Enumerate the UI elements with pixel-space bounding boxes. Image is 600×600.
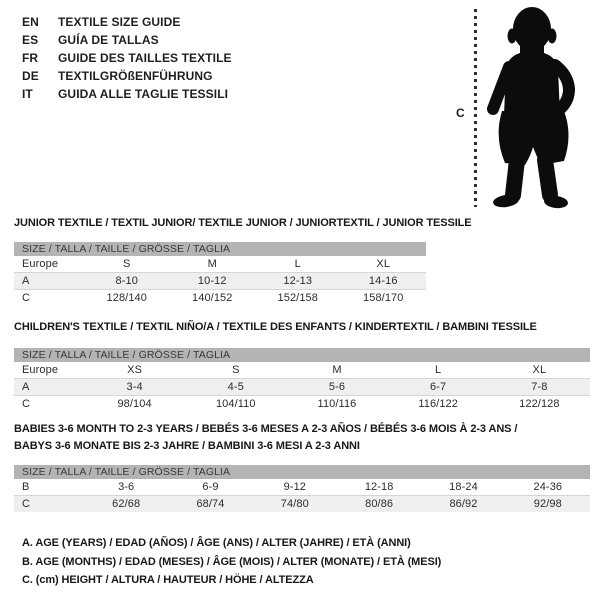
language-title: TEXTILE SIZE GUIDE [58, 15, 181, 29]
row-label: A [14, 273, 84, 290]
table-cell: 116/122 [388, 396, 489, 413]
table-cell: 4-5 [185, 379, 286, 396]
language-row-de [22, 67, 232, 85]
junior-size-header-bar: SIZE / TALLA / TAILLE / GRÖSSE / TAGLIA [14, 242, 426, 256]
table-cell: 12-13 [255, 273, 341, 290]
table-cell: 92/98 [506, 496, 590, 513]
language-code: EN [22, 15, 39, 29]
babies-size-table [14, 479, 590, 512]
table-cell: 6-9 [202, 481, 219, 493]
height-measure-label: C [456, 106, 465, 120]
table-cell: 9-12 [283, 481, 307, 493]
table-cell: 10-12 [170, 273, 256, 290]
table-cell: 86/92 [421, 496, 505, 513]
table-cell: 158/170 [341, 290, 427, 307]
table-cell: S [232, 364, 240, 376]
row-label: A [14, 379, 84, 396]
table-row-europe [14, 256, 426, 273]
table-cell: 152/158 [255, 290, 341, 307]
row-label: B [22, 481, 30, 493]
baby-silhouette-icon [480, 5, 595, 210]
table-cell: 62/68 [84, 496, 168, 513]
table-cell: 8-10 [84, 273, 170, 290]
language-code: FR [22, 51, 39, 65]
babies-table-title-line2: BABYS 3-6 MONATE BIS 2-3 JAHRE / BAMBINI 3-6 MESI A 2-3 ANNI [14, 440, 360, 452]
table-cell: 104/110 [185, 396, 286, 413]
table-cell: M [332, 364, 342, 376]
height-dashed-line [474, 9, 477, 207]
row-label: C [14, 496, 84, 513]
table-row-age [14, 379, 590, 396]
row-label: Europe [22, 258, 59, 270]
table-cell: 18-24 [449, 481, 478, 493]
language-code: IT [22, 87, 33, 101]
language-code: DE [22, 69, 39, 83]
language-row-it [22, 85, 232, 103]
table-row-height [14, 396, 590, 413]
junior-table-title: JUNIOR TEXTILE / TEXTIL JUNIOR/ TEXTILE JUNIOR / JUNIORTEXTIL / JUNIOR TESSILE [14, 217, 472, 229]
language-row-en [22, 13, 232, 31]
language-row-fr [22, 49, 232, 67]
table-cell: 140/152 [170, 290, 256, 307]
language-title-list [22, 13, 232, 103]
table-cell: S [123, 258, 131, 270]
measure-legend [22, 534, 441, 590]
table-cell: XL [532, 364, 547, 376]
row-label: Europe [22, 364, 59, 376]
table-cell: 14-16 [341, 273, 427, 290]
table-cell: XS [127, 364, 143, 376]
table-cell: M [207, 258, 217, 270]
junior-size-table [14, 256, 426, 306]
table-row-height [14, 496, 590, 513]
children-table-title: CHILDREN'S TEXTILE / TEXTIL NIÑO/A / TEXTILE DES ENFANTS / KINDERTEXTIL / BAMBINI TESSILE [14, 321, 537, 333]
footnote-age-years: A. AGE (YEARS) / EDAD (AÑOS) / ÂGE (ANS) / ALTER (JAHRE) / ETÀ (ANNI) [22, 537, 411, 549]
table-cell: 3-4 [84, 379, 185, 396]
row-label: C [14, 396, 84, 413]
table-cell: 98/104 [84, 396, 185, 413]
row-label: C [14, 290, 84, 307]
table-cell: 5-6 [286, 379, 387, 396]
babies-table-title-line1: BABIES 3-6 MONTH TO 2-3 YEARS / BEBÉS 3-6 MESES A 2-3 AÑOS / BÉBÉS 3-6 MOIS À 2-3 ANS / [14, 423, 518, 435]
table-cell: 68/74 [168, 496, 252, 513]
table-cell: 74/80 [253, 496, 337, 513]
language-code: ES [22, 33, 39, 47]
table-cell: 3-6 [118, 481, 135, 493]
footnote-height: C. (cm) HEIGHT / ALTURA / HAUTEUR / HÖHE / ALTEZZA [22, 574, 314, 586]
children-textile-section [14, 319, 590, 412]
table-row-height [14, 290, 426, 307]
table-cell: 12-18 [364, 481, 394, 493]
table-cell: L [435, 364, 442, 376]
language-title: GUIDA ALLE TAGLIE TESSILI [58, 87, 229, 101]
table-cell: 110/116 [286, 396, 387, 413]
table-row-europe [14, 362, 590, 379]
table-row-age [14, 273, 426, 290]
table-cell: 122/128 [489, 396, 590, 413]
children-size-table [14, 362, 590, 412]
table-cell: 24-36 [533, 481, 563, 493]
table-cell: XL [376, 258, 391, 270]
babies-textile-section [14, 421, 590, 512]
junior-textile-section [14, 215, 472, 306]
table-cell: 7-8 [489, 379, 590, 396]
table-cell: 6-7 [388, 379, 489, 396]
footnote-age-months: B. AGE (MONTHS) / EDAD (MESES) / ÂGE (MOIS) / ALTER (MONATE) / ETÀ (MESI) [22, 555, 442, 568]
language-title: TEXTILGRÖßENFÜHRUNG [58, 69, 213, 83]
table-cell: 128/140 [84, 290, 170, 307]
children-size-header-bar: SIZE / TALLA / TAILLE / GRÖSSE / TAGLIA [14, 348, 590, 362]
table-row-months [14, 479, 590, 496]
table-cell: L [294, 258, 301, 270]
babies-size-header-bar: SIZE / TALLA / TAILLE / GRÖSSE / TAGLIA [14, 465, 590, 479]
table-cell: 80/86 [337, 496, 421, 513]
language-title: GUÍA DE TALLAS [58, 33, 159, 47]
language-title: GUIDE DES TAILLES TEXTILE [58, 51, 232, 65]
language-row-es [22, 31, 232, 49]
